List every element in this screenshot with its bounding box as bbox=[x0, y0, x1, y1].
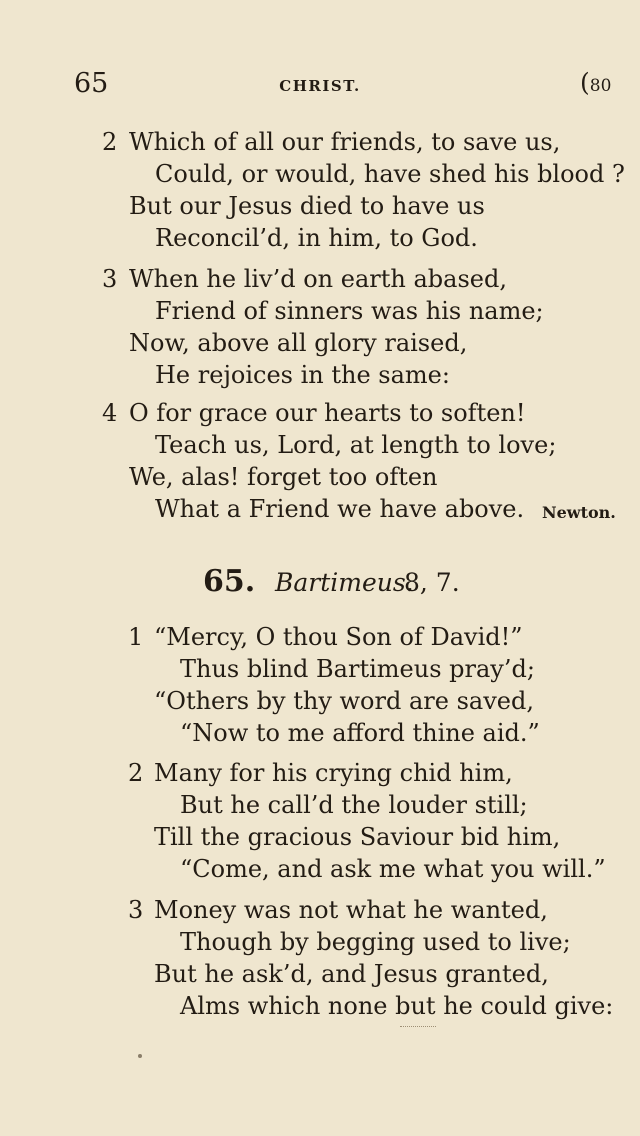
verse-line: “Mercy, O thou Son of David!” bbox=[154, 623, 523, 651]
hymn-reference-number: 80 bbox=[589, 76, 612, 96]
verse-line: Which of all our friends, to save us, bbox=[129, 128, 561, 156]
verse-line: When he liv’d on earth abased, bbox=[129, 265, 507, 293]
verse-line: He rejoices in the same: bbox=[155, 361, 450, 389]
verse-line: But he ask’d, and Jesus granted, bbox=[154, 960, 549, 988]
verse-line: But our Jesus died to have us bbox=[129, 192, 485, 220]
page-number: 65 bbox=[74, 68, 109, 99]
verse-line: Many for his crying chid him, bbox=[154, 759, 513, 787]
verse-line: O for grace our hearts to soften! bbox=[129, 399, 526, 427]
verse-line: “Now to me afford thine aid.” bbox=[180, 719, 540, 747]
verse-number: 2 bbox=[128, 759, 144, 787]
verse-line: Teach us, Lord, at length to love; bbox=[155, 431, 557, 459]
verse-line: Now, above all glory raised, bbox=[129, 329, 468, 357]
page-header bbox=[0, 68, 640, 104]
dotted-rule bbox=[400, 1026, 436, 1027]
verse-line: Friend of sinners was his name; bbox=[155, 297, 544, 325]
verse-number: 1 bbox=[128, 623, 144, 651]
verse-line: Could, or would, have shed his blood ? bbox=[155, 160, 625, 188]
verse-line: Till the gracious Saviour bid him, bbox=[154, 823, 561, 851]
hymn-name: Bartimeus. bbox=[275, 568, 414, 597]
verse-line: Reconcil’d, in him, to God. bbox=[155, 224, 478, 252]
verse-line: What a Friend we have above. bbox=[155, 495, 525, 523]
hymn-reference bbox=[580, 68, 611, 97]
verse-number: 3 bbox=[102, 265, 118, 293]
verse-number: 3 bbox=[128, 896, 144, 924]
verse-line: We, alas! forget too often bbox=[129, 463, 438, 491]
verse-line: Alms which none but he could give: bbox=[180, 992, 614, 1020]
verse-line: “Come, and ask me what you will.” bbox=[180, 855, 606, 883]
running-head: CHRIST. bbox=[279, 77, 361, 95]
hymn-reference-paren: ( bbox=[580, 68, 590, 97]
hymn-meter: 8, 7. bbox=[404, 568, 460, 597]
ink-speck bbox=[138, 1054, 142, 1058]
verse-number: 2 bbox=[102, 128, 118, 156]
verse-line: Thus blind Bartimeus pray’d; bbox=[180, 655, 535, 683]
verse-number: 4 bbox=[102, 399, 118, 427]
hymn-title bbox=[0, 564, 640, 604]
author-attribution: Newton. bbox=[542, 503, 616, 522]
verse-line: But he call’d the louder still; bbox=[180, 791, 528, 819]
verse-line: Though by begging used to live; bbox=[180, 928, 571, 956]
hymn-number: 65. bbox=[203, 564, 256, 599]
verse-line: Money was not what he wanted, bbox=[154, 896, 548, 924]
verse-line: “Others by thy word are saved, bbox=[154, 687, 534, 715]
